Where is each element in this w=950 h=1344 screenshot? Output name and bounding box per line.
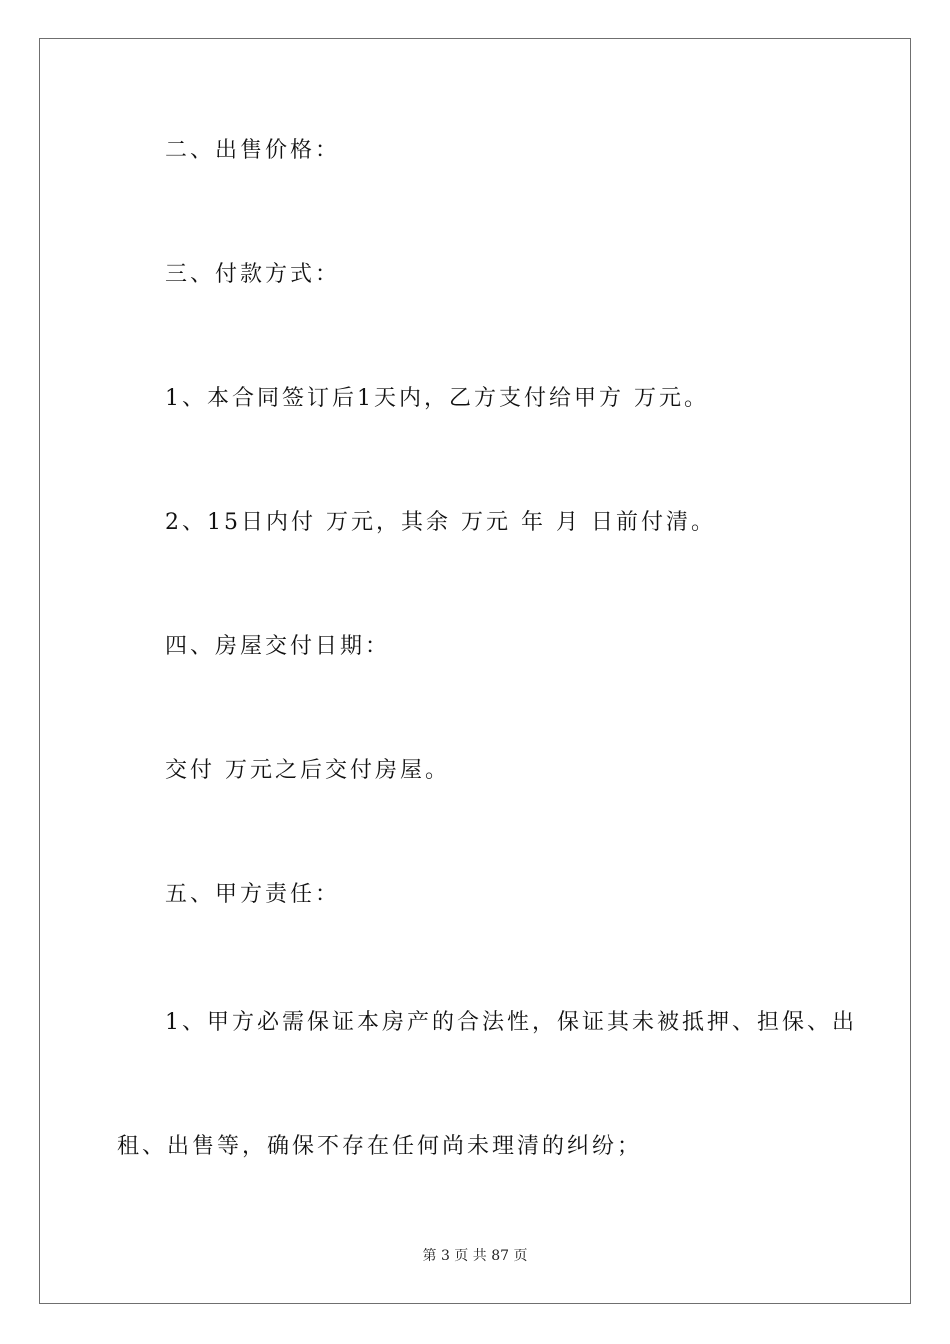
heading-sale-price: 二、出售价格： [165,138,341,163]
duty-clause-1-line-2: 租、出售等，确保不存在任何尚未理清的纠纷； [117,1134,643,1159]
heading-payment-method: 三、付款方式： [165,262,341,287]
heading-party-a-duties: 五、甲方责任： [165,882,341,907]
payment-clause-1: 1、本合同签订后1天内，乙方支付给甲方 万元。 [165,386,709,411]
page-border [39,38,911,1304]
payment-clause-2: 2、15日内付 万元，其余 万元 年 月 日前付清。 [165,510,716,535]
page-footer: 第 3 页 共 87 页 [422,1248,528,1264]
heading-delivery-date: 四、房屋交付日期： [165,634,391,659]
duty-clause-1-line-1: 1、甲方必需保证本房产的合法性，保证其未被抵押、担保、出 [165,1010,857,1035]
delivery-clause: 交付 万元之后交付房屋。 [165,758,450,783]
